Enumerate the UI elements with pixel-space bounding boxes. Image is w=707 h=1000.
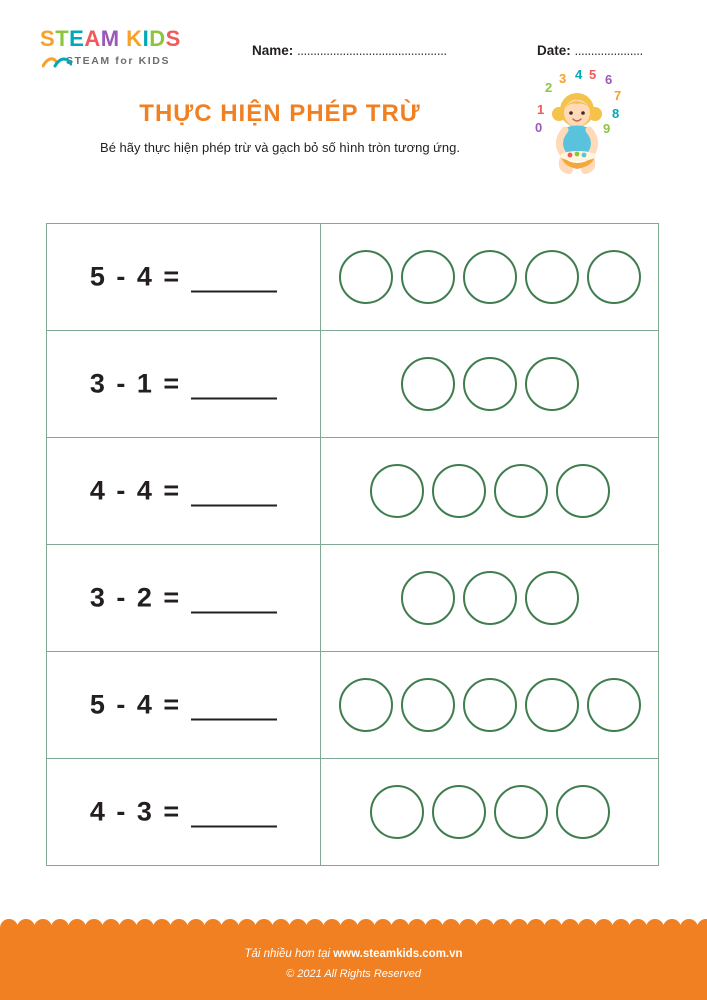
scallop-tooth (51, 919, 69, 937)
answer-blank[interactable] (191, 611, 277, 613)
svg-text:3: 3 (559, 71, 567, 86)
answer-blank[interactable] (191, 504, 277, 506)
scallop-tooth (0, 919, 18, 937)
equation-expression: 3 - 2 = (89, 582, 182, 613)
logo-letter: D (149, 26, 166, 51)
scallop-tooth (697, 919, 707, 937)
scallop-tooth (153, 919, 171, 937)
scallop-tooth (255, 919, 273, 937)
scallop-tooth (595, 919, 613, 937)
scallop-tooth (340, 919, 358, 937)
equation (47, 262, 320, 293)
table-row (47, 545, 658, 652)
equation-cell (47, 224, 321, 330)
table-row (47, 224, 658, 331)
countable-circle[interactable] (432, 464, 486, 518)
scallop-tooth (493, 919, 511, 937)
logo-letter: T (55, 26, 70, 51)
countable-circle[interactable] (556, 785, 610, 839)
page-footer (0, 928, 707, 1000)
table-row (47, 652, 658, 759)
countable-circle[interactable] (339, 678, 393, 732)
scallop-tooth (68, 919, 86, 937)
logo-letter: S (165, 26, 181, 51)
countable-circle[interactable] (370, 785, 424, 839)
scallop-tooth (17, 919, 35, 937)
footer-site-line (0, 948, 707, 960)
scallop-tooth (663, 919, 681, 937)
logo-letter: K (126, 26, 143, 51)
scallop-tooth (136, 919, 154, 937)
table-row (47, 331, 658, 438)
equation-cell (47, 759, 321, 865)
scallop-tooth (629, 919, 647, 937)
name-field-label (252, 43, 447, 58)
scallop-edge-decoration (0, 919, 707, 929)
scallop-tooth (510, 919, 528, 937)
svg-text:8: 8 (612, 106, 620, 121)
countable-circle[interactable] (556, 464, 610, 518)
name-input-line[interactable]: .............................................. (297, 43, 447, 58)
countable-circle[interactable] (525, 357, 579, 411)
countable-circle[interactable] (401, 571, 455, 625)
scallop-tooth (102, 919, 120, 937)
logo-letter: M (100, 26, 120, 51)
date-input-line[interactable]: ..................... (574, 43, 643, 58)
logo-wordmark (40, 26, 240, 52)
countable-circle[interactable] (463, 571, 517, 625)
table-row (47, 438, 658, 545)
scallop-tooth (459, 919, 477, 937)
countable-circle[interactable] (401, 250, 455, 304)
footer-website-link[interactable]: www.steamkids.com.vn (333, 948, 463, 960)
logo-letter (120, 26, 127, 52)
logo (40, 26, 240, 67)
countable-circle[interactable] (587, 678, 641, 732)
footer-prefix: Tải nhiều hơn tại (244, 948, 334, 960)
circles-cell (321, 759, 658, 865)
countable-circle[interactable] (525, 571, 579, 625)
scallop-tooth (408, 919, 426, 937)
answer-blank[interactable] (191, 290, 277, 292)
equation-expression: 4 - 4 = (89, 475, 182, 506)
answer-blank[interactable] (191, 825, 277, 827)
scallop-tooth (170, 919, 188, 937)
footer-copyright: © 2021 All Rights Reserved (286, 968, 421, 980)
equation (47, 369, 320, 400)
countable-circle[interactable] (432, 785, 486, 839)
circles-cell (321, 224, 658, 330)
svg-text:9: 9 (603, 121, 611, 136)
scallop-tooth (204, 919, 222, 937)
scallop-tooth (306, 919, 324, 937)
countable-circle[interactable] (370, 464, 424, 518)
scallop-tooth (527, 919, 545, 937)
logo-swoosh-icon (42, 55, 72, 69)
circles-cell (321, 331, 658, 437)
scallop-tooth (272, 919, 290, 937)
scallop-tooth (238, 919, 256, 937)
equation-expression: 5 - 4 = (89, 261, 182, 292)
countable-circle[interactable] (525, 678, 579, 732)
circles-cell (321, 652, 658, 758)
equation-cell (47, 438, 321, 544)
equation-cell (47, 652, 321, 758)
scallop-tooth (680, 919, 698, 937)
circles-cell (321, 545, 658, 651)
countable-circle[interactable] (401, 357, 455, 411)
table-row (47, 759, 658, 866)
answer-blank[interactable] (191, 718, 277, 720)
scallop-tooth (357, 919, 375, 937)
scallop-tooth (289, 919, 307, 937)
scallop-tooth (425, 919, 443, 937)
equation-cell (47, 545, 321, 651)
countable-circle[interactable] (339, 250, 393, 304)
page-subtitle: Bé hãy thực hiện phép trừ và gạch bỏ số hình tròn tương ứng. (100, 140, 460, 155)
svg-text:0: 0 (535, 120, 543, 135)
logo-letter: E (69, 26, 85, 51)
countable-circle[interactable] (525, 250, 579, 304)
scallop-tooth (646, 919, 664, 937)
equation (47, 690, 320, 721)
name-label: Name: (252, 43, 294, 58)
scallop-tooth (187, 919, 205, 937)
circles-cell (321, 438, 658, 544)
scallop-tooth (221, 919, 239, 937)
scallop-tooth (34, 919, 52, 937)
page-title: THỰC HIỆN PHÉP TRỪ (139, 100, 421, 127)
scallop-tooth (476, 919, 494, 937)
svg-text:6: 6 (605, 72, 613, 87)
svg-text:5: 5 (589, 70, 597, 82)
date-field-label (537, 43, 643, 58)
scallop-tooth (612, 919, 630, 937)
scallop-tooth (85, 919, 103, 937)
svg-text:4: 4 (575, 70, 583, 82)
svg-text:7: 7 (614, 88, 622, 103)
equation (47, 797, 320, 828)
equation-cell (47, 331, 321, 437)
equation (47, 476, 320, 507)
scallop-tooth (391, 919, 409, 937)
scallop-tooth (561, 919, 579, 937)
girl-with-numbers-illustration (515, 70, 655, 185)
equation-expression: 3 - 1 = (89, 368, 182, 399)
logo-letter: A (84, 26, 101, 51)
countable-circle[interactable] (401, 678, 455, 732)
scallop-tooth (374, 919, 392, 937)
countable-circle[interactable] (463, 250, 517, 304)
logo-tagline: STEAM for KIDS (66, 55, 171, 67)
countable-circle[interactable] (463, 678, 517, 732)
date-label: Date: (537, 43, 571, 58)
svg-text:1: 1 (537, 102, 545, 117)
countable-circle[interactable] (463, 357, 517, 411)
equation-expression: 4 - 3 = (89, 796, 182, 827)
countable-circle[interactable] (587, 250, 641, 304)
equation-expression: 5 - 4 = (89, 689, 182, 720)
svg-text:2: 2 (545, 80, 553, 95)
scallop-tooth (119, 919, 137, 937)
scallop-tooth (544, 919, 562, 937)
countable-circle[interactable] (494, 785, 548, 839)
scallop-tooth (578, 919, 596, 937)
logo-letter: S (40, 26, 56, 51)
scallop-tooth (323, 919, 341, 937)
countable-circle[interactable] (494, 464, 548, 518)
equation (47, 583, 320, 614)
problems-table (46, 223, 659, 866)
logo-letter: I (142, 26, 150, 51)
scallop-tooth (442, 919, 460, 937)
answer-blank[interactable] (191, 397, 277, 399)
